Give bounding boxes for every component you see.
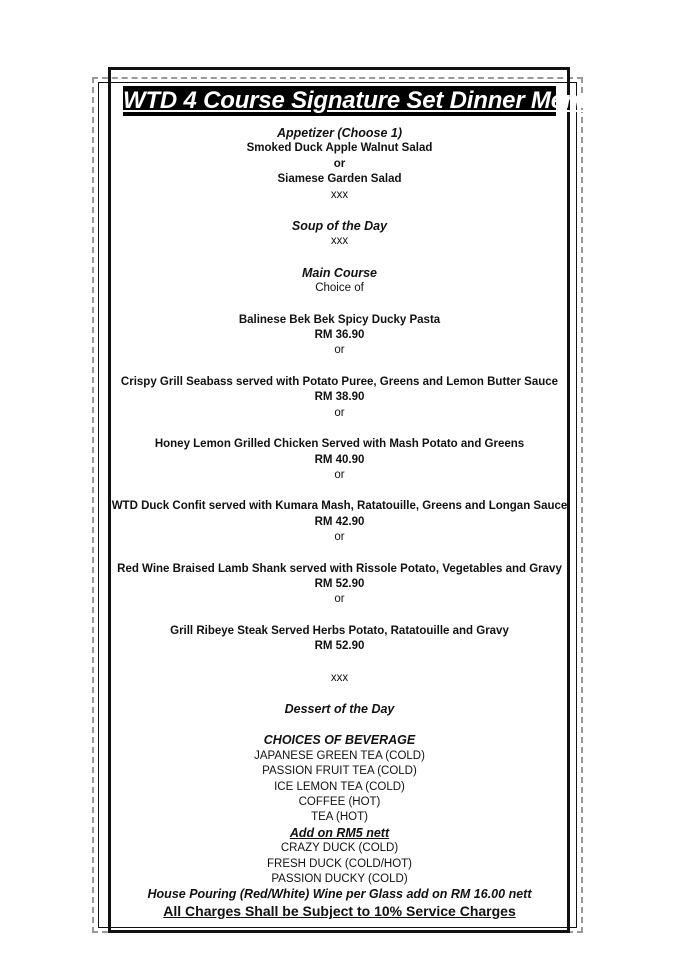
main-item-price: RM 52.90 — [314, 577, 365, 590]
addon-item: CRAZY DUCK (COLD) — [280, 842, 399, 855]
main-heading: Main Course — [301, 265, 377, 280]
appetizer-separator: xxx — [330, 188, 349, 201]
main-item-price: RM 42.90 — [314, 515, 365, 528]
dessert-heading: Dessert of the Day — [284, 701, 395, 716]
main-or: or — [334, 406, 345, 419]
beverage-item: TEA (HOT) — [311, 811, 368, 824]
appetizer-option-1: Smoked Duck Apple Walnut Salad — [246, 142, 433, 155]
beverage-item: JAPANESE GREEN TEA (COLD) — [254, 749, 425, 762]
main-item-price: RM 40.90 — [314, 453, 365, 466]
addon-item: PASSION DUCKY (COLD) — [271, 873, 408, 886]
appetizer-heading: Appetizer (Choose 1) — [276, 126, 402, 140]
beverage-item: PASSION FRUIT TEA (COLD) — [262, 765, 417, 778]
beverage-item: ICE LEMON TEA (COLD) — [274, 780, 405, 793]
soup-heading: Soup of the Day — [291, 219, 388, 234]
main-item-name: Red Wine Braised Lamb Shank served with Rissole Potato, Vegetables and Gravy — [117, 562, 562, 575]
beverage-heading: CHOICES OF BEVERAGE — [263, 733, 416, 748]
menu-content — [100, 126, 579, 920]
main-or: or — [334, 344, 345, 357]
main-item-price: RM 36.90 — [314, 329, 365, 342]
appetizer-or: or — [333, 157, 346, 170]
main-item-price: RM 38.90 — [314, 391, 365, 404]
soup-separator: xxx — [330, 235, 349, 248]
main-item-name: Balinese Bek Bek Spicy Ducky Pasta — [238, 313, 441, 326]
main-item-price: RM 52.90 — [314, 640, 365, 653]
main-item-name: Crispy Grill Seabass served with Potato Puree, Greens and Lemon Butter Sauce — [120, 375, 559, 388]
main-intro: Choice of — [315, 282, 364, 295]
main-item-name: Grill Ribeye Steak Served Herbs Potato, Ratatouille and Gravy — [170, 624, 509, 637]
addon-heading: Add on RM5 nett — [289, 825, 390, 840]
main-or: or — [334, 593, 345, 606]
addon-item: FRESH DUCK (COLD/HOT) — [266, 857, 413, 870]
main-separator: xxx — [330, 671, 349, 684]
appetizer-option-2: Siamese Garden Salad — [277, 173, 402, 186]
main-or: or — [334, 468, 345, 481]
main-item-name: Honey Lemon Grilled Chicken Served with Mash Potato and Greens — [154, 438, 525, 451]
menu-title: WTD 4 Course Signature Set Dinner Menu — [123, 87, 593, 114]
wine-note: House Pouring (Red/White) Wine per Glass add on RM 16.00 nett — [147, 887, 532, 902]
beverage-item: COFFEE (HOT) — [298, 796, 381, 808]
main-or: or — [334, 531, 345, 544]
service-charge-note: All Charges Shall be Subject to 10% Service Charges — [163, 902, 516, 919]
main-item-name: WTD Duck Confit served with Kumara Mash, Ratatouille, Greens and Longan Sauce — [111, 500, 568, 513]
